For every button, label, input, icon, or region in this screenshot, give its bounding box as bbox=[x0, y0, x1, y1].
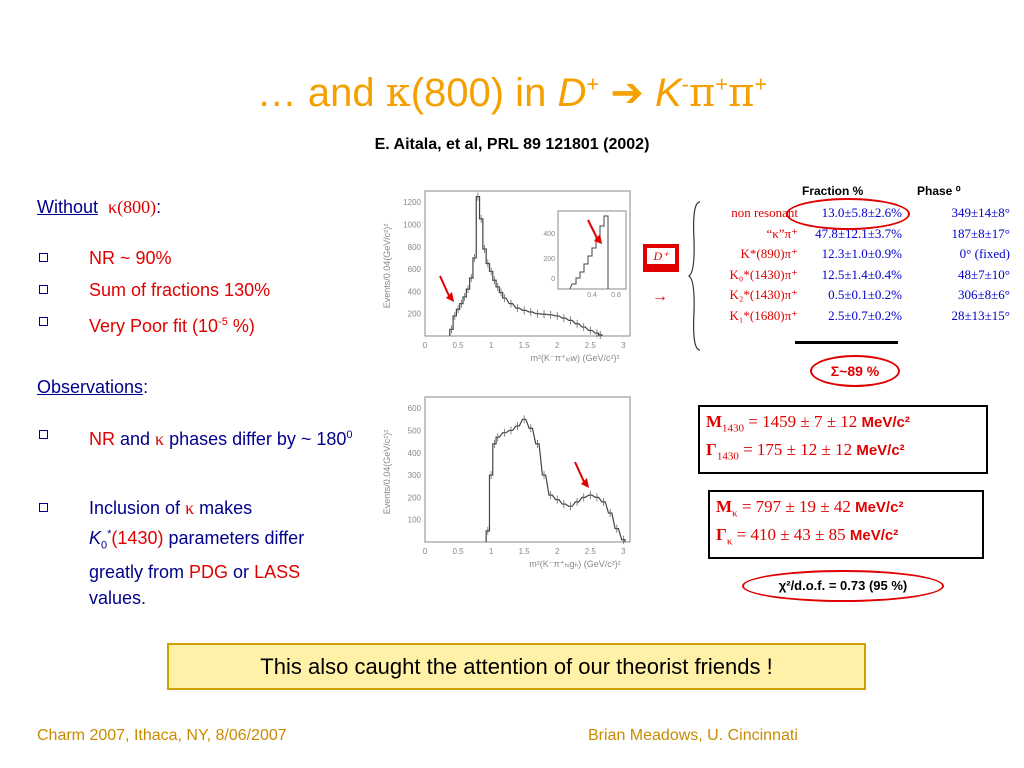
row-name: K₁*(1680)π⁺ bbox=[729, 307, 798, 323]
inset-y-tick: 200 bbox=[543, 256, 555, 263]
row-phase: 28±13±15° bbox=[951, 307, 1010, 323]
row-phase: 349±14±8° bbox=[951, 205, 1010, 220]
bullet-poor-fit: Very Poor fit ($10^{-5}$ %) bbox=[89, 309, 255, 339]
row-name: K*(890)π⁺ bbox=[740, 246, 798, 261]
row-phase: 187±8±17° bbox=[951, 225, 1010, 241]
plot-low-mass bbox=[380, 186, 640, 366]
x-tick-label: 0 bbox=[422, 547, 428, 556]
plot2-xlabel: m²(K⁻π⁺ₕᵢgₕ) (GeV/c²)² bbox=[529, 559, 621, 569]
x-tick-label: 0 bbox=[422, 341, 428, 350]
inset-x-tick: 0.4 bbox=[587, 292, 597, 299]
sum-fraction-label: Σ~89 % bbox=[810, 355, 900, 387]
x-tick-label: 1.5 bbox=[518, 341, 530, 350]
col-fraction-header: Fraction % bbox=[802, 184, 864, 198]
col-phase-header: Phase ⁰ bbox=[917, 184, 961, 198]
row-fraction: 13.0±5.8±2.6% bbox=[821, 205, 902, 220]
theorist-callout: This also caught the attention of our theorist friends ! bbox=[167, 643, 866, 690]
inset-x-tick: 0.6 bbox=[611, 292, 621, 299]
row-fraction: 12.5±1.4±0.4% bbox=[821, 266, 902, 282]
k1430-parameters: $M_{1430} = 1459 \pm 7 \pm 12$ MeV/c² $\Gamma_{1430} = 175 \pm 12 \pm 12$ MeV/c² bbox=[698, 405, 988, 474]
row-fraction: 12.3±1.0±0.9% bbox=[821, 246, 902, 261]
kappa-parameters: $M_\kappa = 797 \pm 19 \pm 42$ MeV/c² $\Gamma_\kappa = 410 \pm 43 \pm 85$ MeV/c² bbox=[708, 490, 984, 559]
arrow-marker bbox=[440, 276, 450, 298]
x-tick-label: 2.5 bbox=[584, 341, 596, 350]
decay-badge: D⁺ bbox=[643, 244, 679, 272]
decay-arrow: → bbox=[652, 288, 668, 305]
row-fraction: 2.5±0.7±0.2% bbox=[828, 307, 902, 323]
row-name: “κ”π⁺ bbox=[766, 225, 798, 241]
y-tick-label: 200 bbox=[407, 493, 421, 503]
plot1-xlabel: m²(K⁻π⁺ₗₒw) (GeV/c²)² bbox=[530, 353, 620, 363]
inset-y-tick: 0 bbox=[551, 276, 555, 283]
y-tick-label: 100 bbox=[407, 515, 421, 525]
footer-conference: Charm 2007, Ithaca, NY, 8/06/2007 bbox=[37, 727, 287, 744]
row-phase: 306±8±6° bbox=[958, 287, 1010, 302]
table-row bbox=[700, 306, 1020, 327]
sum-rule bbox=[795, 341, 898, 344]
x-tick-label: 2.5 bbox=[584, 547, 596, 556]
y-tick-label: 300 bbox=[407, 471, 421, 481]
y-tick-label: 200 bbox=[407, 309, 421, 319]
row-name: non resonant bbox=[731, 205, 798, 220]
row-phase: 48±7±10° bbox=[958, 266, 1010, 282]
x-tick-label: 1.5 bbox=[518, 547, 530, 556]
chi2-label: χ²/d.o.f. = 0.73 (95 %) bbox=[742, 570, 944, 602]
x-tick-label: 2 bbox=[555, 547, 560, 556]
y-tick-label: 800 bbox=[407, 242, 421, 252]
plot1-ylabel: Events/0.04(GeV/c²)² bbox=[382, 223, 392, 309]
table-row bbox=[700, 244, 1020, 265]
bullet-sum-fractions: Sum of fractions 130% bbox=[89, 277, 270, 303]
y-tick-label: 600 bbox=[407, 404, 421, 414]
row-name: K₂*(1430)π⁺ bbox=[729, 287, 798, 302]
histogram-line bbox=[486, 419, 625, 542]
x-tick-label: 3 bbox=[621, 341, 626, 350]
observations-heading: Observations: bbox=[37, 377, 149, 397]
table-row bbox=[700, 285, 1020, 306]
bullet-phases: NR and κ phases differ by ~ $180^0$ bbox=[89, 422, 379, 452]
row-fraction: 0.5±0.1±0.2% bbox=[828, 287, 902, 302]
y-tick-label: 400 bbox=[407, 287, 421, 297]
x-tick-label: 2 bbox=[555, 341, 560, 350]
slide-title: … and κ(800) in D+ ➔ K-π+π+ bbox=[256, 70, 768, 116]
x-tick-label: 0.5 bbox=[452, 341, 464, 350]
plot2-ylabel: Events/0.04(GeV/c²)² bbox=[382, 429, 392, 515]
row-name: K₀*(1430)π⁺ bbox=[729, 266, 798, 282]
inset-y-tick: 400 bbox=[543, 231, 555, 238]
y-tick-label: 1000 bbox=[403, 220, 421, 230]
nr-fraction-highlight bbox=[786, 198, 910, 230]
plot-high-mass bbox=[380, 392, 640, 574]
y-tick-label: 400 bbox=[407, 448, 421, 458]
table-row bbox=[700, 265, 1020, 286]
y-tick-label: 500 bbox=[407, 426, 421, 436]
bullet-nr: NR ~ 90% bbox=[89, 245, 172, 271]
row-phase: 0° (fixed) bbox=[959, 246, 1010, 261]
x-tick-label: 3 bbox=[621, 547, 626, 556]
x-tick-label: 0.5 bbox=[452, 547, 464, 556]
reference-citation: E. Aitala, et al, PRL 89 121801 (2002) bbox=[374, 136, 650, 153]
footer-author: Brian Meadows, U. Cincinnati bbox=[588, 727, 798, 744]
bullet-inclusion: Inclusion of κ makes $K_0^*(1430)$ parameters differ greatly from PDG or LASS values. bbox=[89, 495, 379, 611]
x-tick-label: 1 bbox=[488, 547, 494, 556]
y-tick-label: 600 bbox=[407, 265, 421, 275]
arrow-marker-2 bbox=[575, 462, 585, 484]
y-tick-label: 1200 bbox=[403, 198, 421, 208]
row-fraction: 47.8±12.1±3.7% bbox=[815, 225, 902, 241]
without-heading: Without κ(800): bbox=[37, 197, 162, 217]
x-tick-label: 1 bbox=[488, 341, 494, 350]
